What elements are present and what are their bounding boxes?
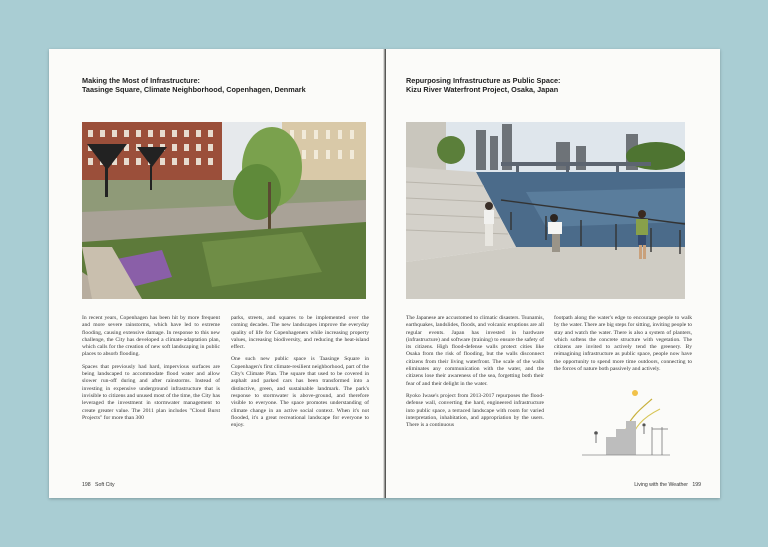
left-page-title: [82, 76, 372, 94]
paragraph: One such new public space is Taasinge Square in Copenhagen's first climate-resilient neighborhood, part of the City's Climate Plan. The square that used to be covered in asphalt and parked cars has been transformed into a distinctive, green, and sustainable landmark. The park's response to stormwater is above-ground, and therefore visible to everyone. The space promotes understanding of climate change in an active social context. When it's not flooded, it's a great recreational landscape for everyone to enjoy.: [231, 356, 369, 429]
right-page: [386, 49, 720, 498]
terrace-sketch: [582, 387, 670, 462]
taasinge-square-photo: [82, 122, 366, 299]
left-page: [49, 49, 385, 498]
page-number: 198: [82, 482, 91, 488]
left-column-1: [82, 315, 220, 427]
paragraph: The Japanese are accustomed to climatic disasters. Tsunamis, earthquakes, landslides, floods, and volcanic eruptions are all regular events. Japan has invested in hardware (infrastructure) and software (training) to ensure the safety of its citizens. High flood-defense walls protect cities like Osaka from the risk of flooding, but the walls disconnect citizens from their living waterfront. The scale of the walls eliminates any communication with the water, and the citizens lose their awareness of the sea, forgetting both their fear of and their delight in the water.: [406, 315, 544, 387]
kizu-river-photo: [406, 122, 685, 299]
paragraph: Ryoko Iwase's project from 2013-2017 repurposes the flood-defense wall, converting the hard, engineered infrastructure into public space, a terraced landscape with room for varied interpretation, inhabitation, and appropriation by the users. There is a continuous: [406, 392, 544, 429]
paragraph: footpath along the water's edge to encourage people to walk by the water. There are big steps for sitting, inviting people to stay and watch the water. There is also a system of planters, which softens the concrete structure with vegetation. The citizens are invited to actively tend the greenery. By reimagining infrastructure as public space, people now have the opportunity to spend more time outdoors, connecting to the forces of nature both passively and actively.: [554, 315, 692, 373]
running-head: Living with the Weather: [634, 482, 689, 488]
left-title-line1: Making the Most of Infrastructure:: [82, 76, 200, 85]
left-column-2: [231, 315, 369, 434]
paragraph: parks, streets, and squares to be implemented over the coming decades. The new landscapes improve the everyday quality of life for Copenhageners while increasing property values, increasing biodiversity, and reducing the heat-island effect.: [231, 315, 369, 351]
right-title-line1: Repurposing Infrastructure as Public Space:: [406, 76, 561, 85]
paragraph: In recent years, Copenhagen has been hit by more frequent and more severe rainstorms, which have led to extreme flooding, causing extensive damage. In response to this new challenge, the City has developed a climate-adaptation plan, which calls for the creation of new soft landscaping in public places to absorb flooding.: [82, 315, 220, 358]
left-title-line2: Taasinge Square, Climate Neighborhood, Copenhagen, Denmark: [82, 85, 306, 94]
right-page-title: [406, 76, 696, 94]
left-footer: [82, 482, 115, 488]
right-footer: [634, 482, 701, 488]
right-title-line2: Kizu River Waterfront Project, Osaka, Japan: [406, 85, 559, 94]
right-column-2: [554, 315, 692, 378]
page-number: 199: [692, 482, 701, 488]
paragraph: Spaces that previously had hard, impervious surfaces are being landscaped to accommodate flood water and allow slower run-off during and after rainstorms. Instead of investing in expensive underground infrastructure that is invisible to citizens and unused most of the time, the City has leveraged the investment in stormwater management to create greater value. The 2011 plan includes "Cloud Burst Projects" for more than 300: [82, 363, 220, 421]
book-spread: [49, 49, 720, 498]
right-column-1: [406, 315, 544, 434]
running-head: Soft City: [94, 482, 115, 488]
